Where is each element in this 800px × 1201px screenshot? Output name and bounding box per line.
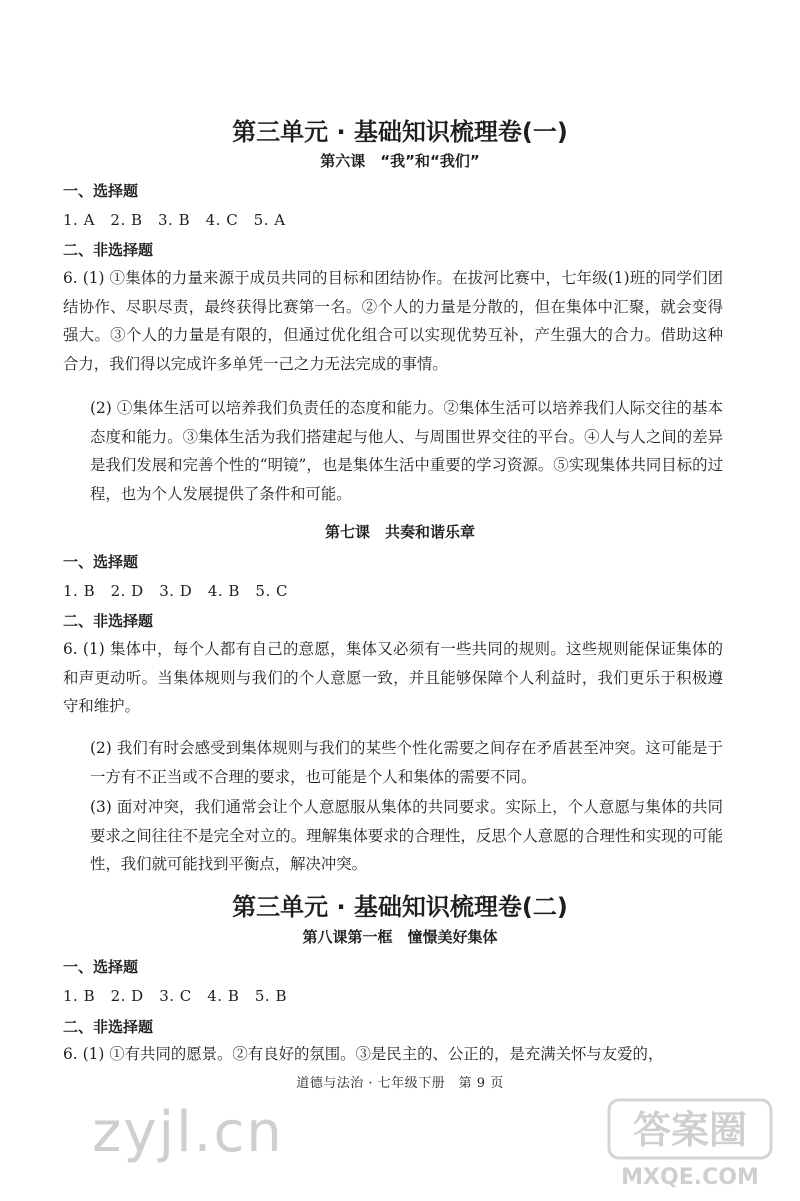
lesson-title-6: 第六课 “我”和“我们” [320, 152, 480, 170]
section-choice-3: 一、选择题 [63, 958, 139, 976]
answers-lesson-8: 1. B 2. D 3. C 4. B 5. B [63, 987, 287, 1005]
page-footer: 道德与法治 · 七年级下册 第 9 页 [296, 1076, 504, 1091]
section-nonchoice-1: 二、非选择题 [63, 241, 154, 259]
watermark-logo-top-text: 答案圈 [632, 1108, 748, 1152]
answers-lesson-7: 1. B 2. D 3. D 4. B 5. C [63, 582, 288, 600]
lesson-title-7: 第七课 共奏和谐乐章 [324, 523, 475, 541]
watermark-logo-bottom-text: MXQE.COM [621, 1165, 759, 1190]
answer-6-1-lesson-7: 6. (1) 集体中，每个人都有自己的意愿，集体又必须有一些共同的规则。这些规则能保证集体的和声更动听。当集体规则与我们的个人意愿一致，并且能够保障个人利益时，我们更乐于积极遵守和维护。 [63, 640, 723, 715]
answer-6-2-lesson-6: (2) ①集体生活可以培养我们负责任的态度和能力。②集体生活可以培养我们人际交往的基本态度和能力。③集体生活为我们搭建起与他人、与周围世界交往的平台。④人与人之间的差异是我们发展和完善个性的“明镜”，也是集体生活中重要的学习资源。⑤实现集体共同目标的过程，也为个人发展提供了条件和可能。 [90, 399, 723, 503]
section-choice-2: 一、选择题 [63, 553, 139, 571]
section-choice-1: 一、选择题 [63, 182, 139, 200]
answer-6-1-lesson-8: 6. (1) ①有共同的愿景。②有良好的氛围。③是民主的、公正的，是充满关怀与友爱的， [63, 1045, 664, 1063]
section-nonchoice-3: 二、非选择题 [63, 1018, 154, 1036]
unit-title-2: 第三单元 · 基础知识梳理卷(二) [232, 893, 568, 921]
answer-6-1-lesson-6: 6. (1) ①集体的力量来源于成员共同的目标和团结协作。在拔河比赛中，七年级(1)班的同学们团结协作、尽职尽责，最终获得比赛第一名。②个人的力量是分散的，但在集体中汇聚，就会变得强大。③个人的力量是有限的，但通过优化组合可以实现优势互补，产生强大的合力。借助这种合力，我们得以完成许多单凭一己之力无法完成的事情。 [63, 269, 723, 373]
answers-lesson-6: 1. A 2. B 3. B 4. C 5. A [63, 211, 286, 229]
answer-6-2-lesson-7: (2) 我们有时会感受到集体规则与我们的某些个性化需要之间存在矛盾甚至冲突。这可能是于一方有不正当或不合理的要求，也可能是个人和集体的需要不同。 [90, 739, 723, 786]
watermark-zyjl: zyjl.cn [92, 1100, 284, 1165]
section-nonchoice-2: 二、非选择题 [63, 612, 154, 630]
lesson-title-8: 第八课第一框 憧憬美好集体 [302, 928, 498, 946]
answer-6-3-lesson-7: (3) 面对冲突，我们通常会让个人意愿服从集体的共同要求。实际上，个人意愿与集体的共同要求之间往往不是完全对立的。理解集体要求的合理性，反思个人意愿的合理性和实现的可能性，我们就可能找到平衡点，解决冲突。 [90, 798, 723, 873]
watermark-mxqe-logo [605, 1096, 775, 1192]
unit-title-1: 第三单元 · 基础知识梳理卷(一) [232, 118, 568, 146]
